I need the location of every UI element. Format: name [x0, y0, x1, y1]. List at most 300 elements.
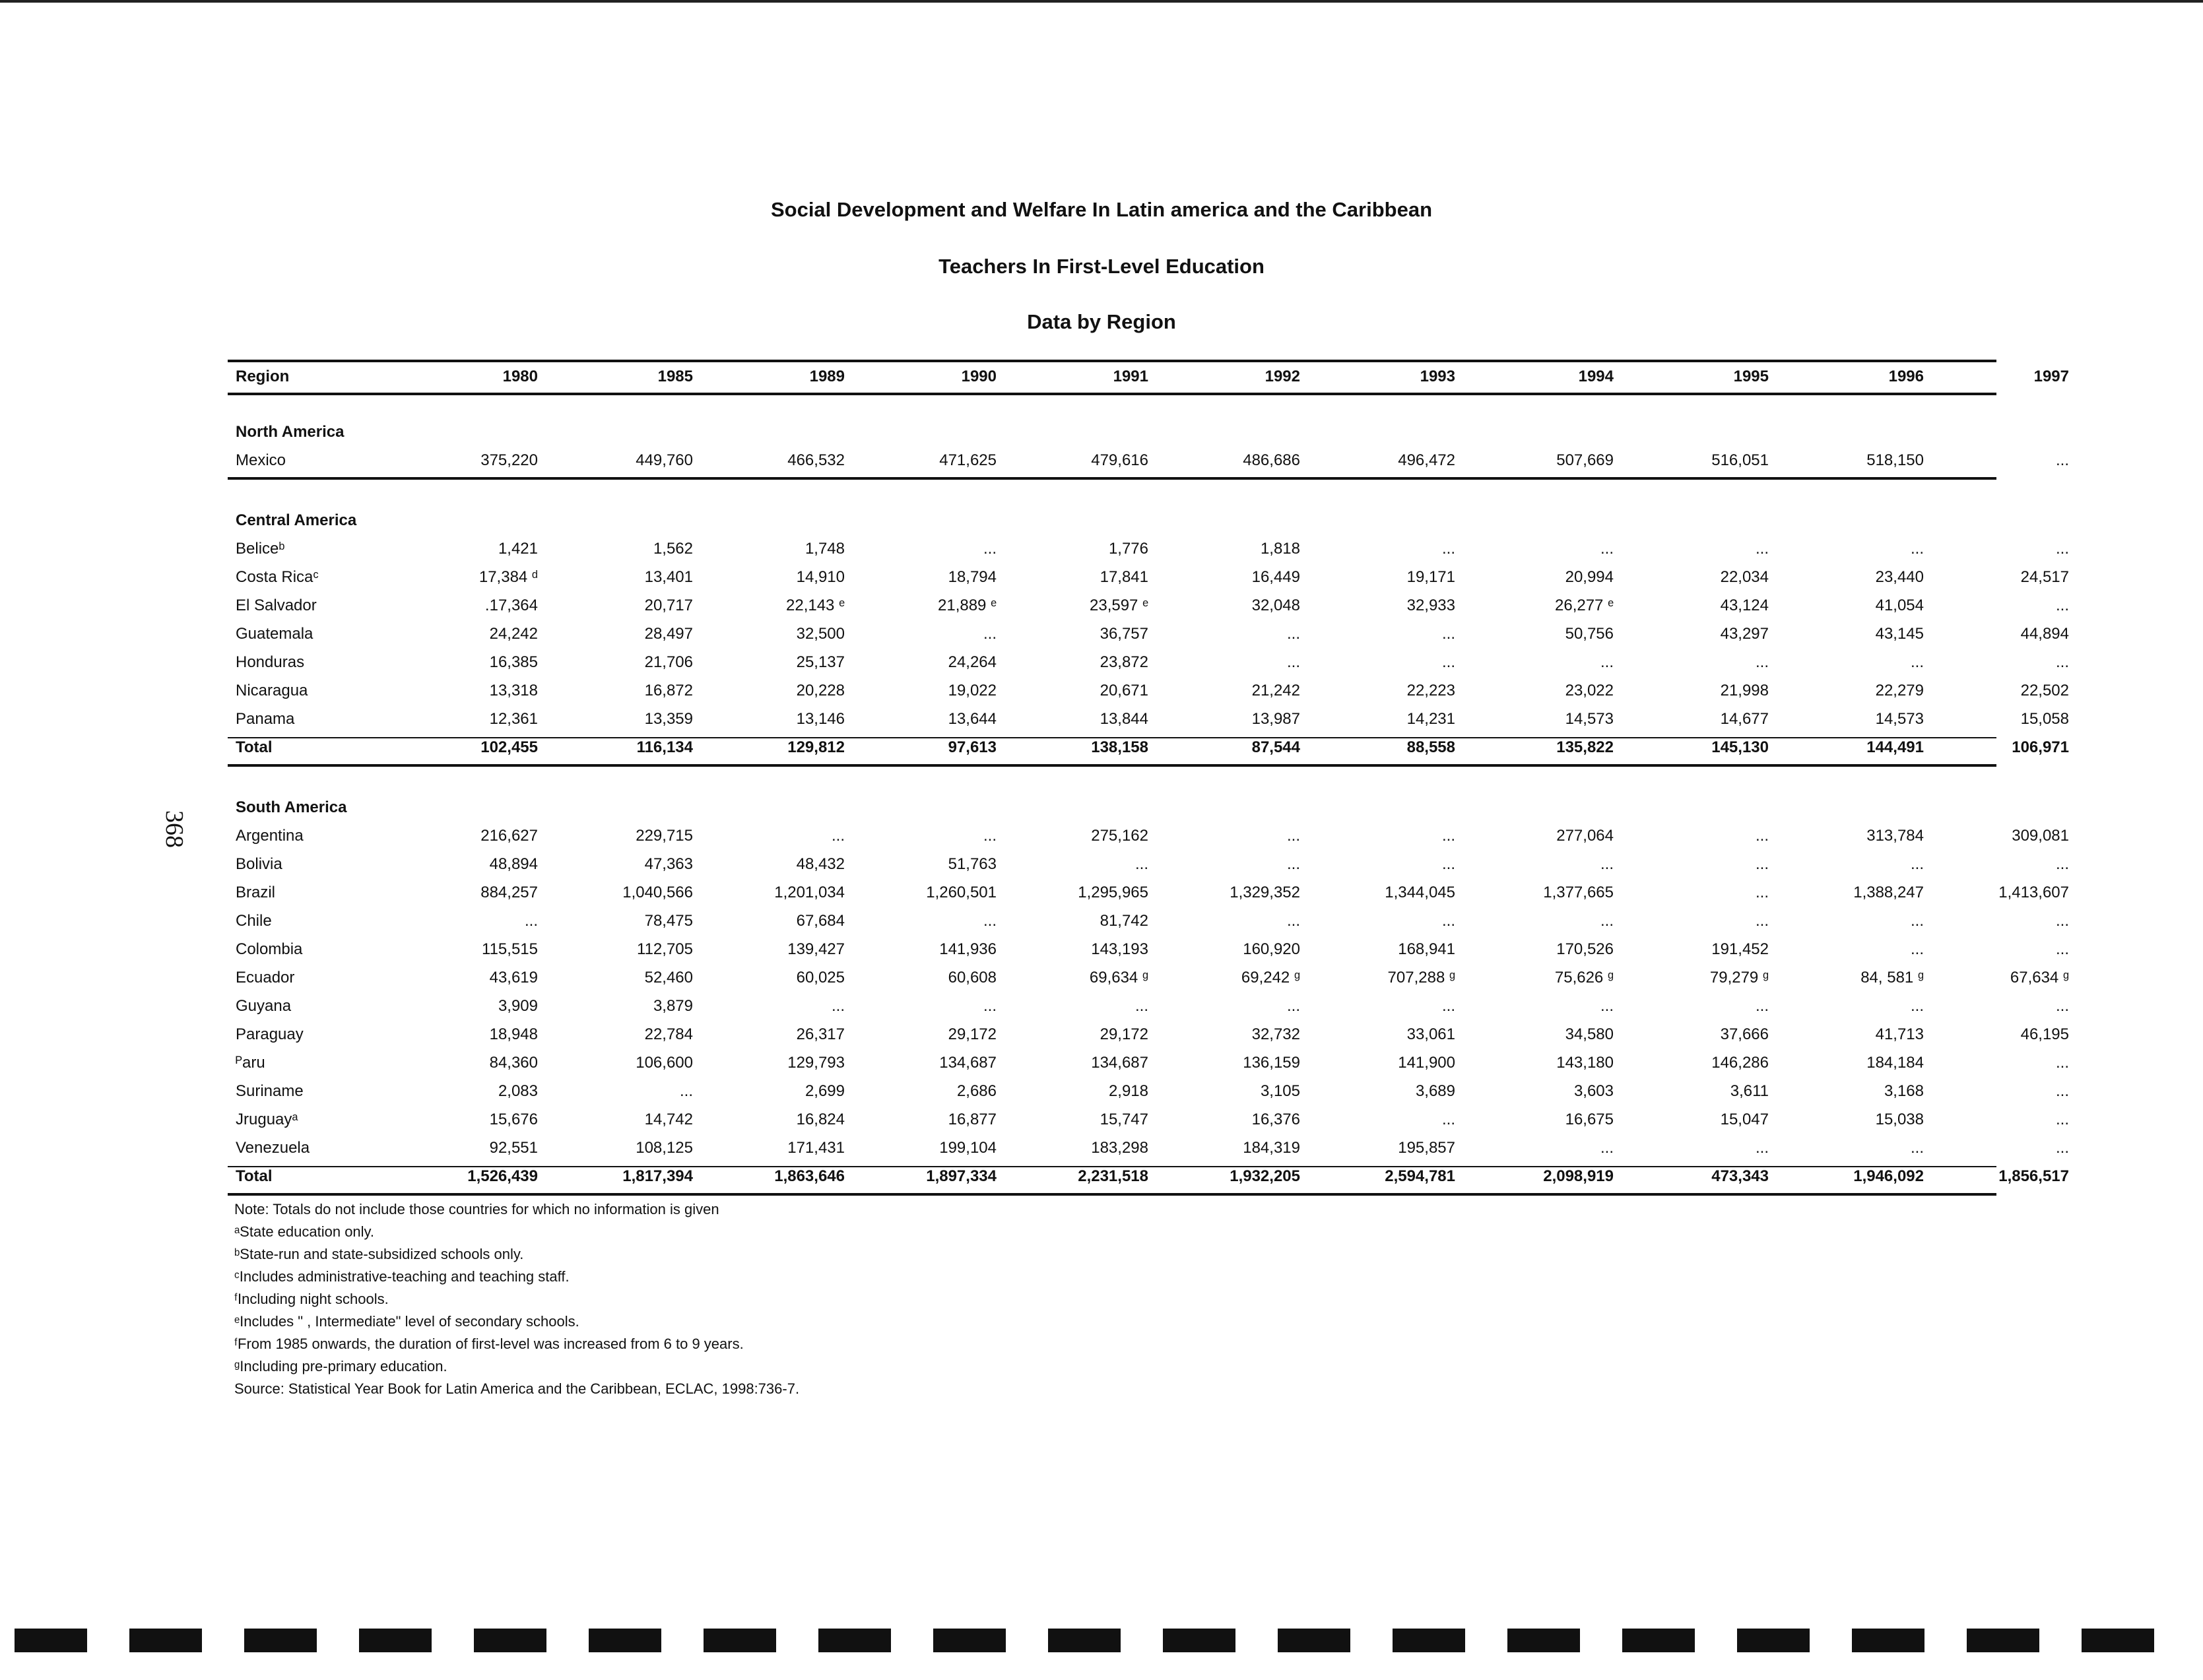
row-label: Brazil — [236, 884, 276, 901]
cell: 2,231,518 — [1078, 1167, 1148, 1185]
cell: 23,022 — [1565, 682, 1614, 699]
cell: 17,841 — [1100, 568, 1148, 586]
cell: ... — [1600, 855, 1614, 873]
cell: ... — [1441, 855, 1455, 873]
scan-edge-marks — [0, 1621, 2203, 1660]
cell: 116,134 — [636, 738, 693, 756]
table-notes — [234, 1198, 799, 1400]
cell: ... — [1910, 540, 1924, 558]
edge-mark — [2082, 1629, 2154, 1652]
cell: 20,994 — [1565, 568, 1614, 586]
cell: 275,162 — [1091, 827, 1148, 845]
cell: 18,794 — [948, 568, 997, 586]
cell: ... — [983, 997, 997, 1015]
cell: ... — [1755, 855, 1769, 873]
row-label: Chile — [236, 912, 272, 930]
cell: 471,625 — [939, 451, 997, 469]
cell: ... — [2055, 540, 2069, 558]
cell: 43,297 — [1720, 625, 1769, 643]
cell: ... — [983, 625, 997, 643]
cell: 44,894 — [2020, 625, 2069, 643]
table-row — [228, 969, 2069, 995]
cell: 78,475 — [644, 912, 693, 930]
cell: 1,040,566 — [622, 884, 693, 901]
edge-mark — [1622, 1629, 1695, 1652]
cell: 52,460 — [644, 969, 693, 986]
total-bottom-rule — [228, 1193, 1996, 1196]
cell: 1,817,394 — [622, 1167, 693, 1185]
cell: 48,894 — [489, 855, 538, 873]
cell: ... — [1441, 653, 1455, 671]
cell: 449,760 — [636, 451, 693, 469]
cell: ... — [2055, 940, 2069, 958]
table-row — [228, 1111, 2069, 1137]
cell: 14,573 — [1565, 710, 1614, 728]
cell: 135,822 — [1556, 738, 1614, 756]
cell: 26,277 ᵉ — [1555, 597, 1614, 614]
row-label: Costa Ricaᶜ — [236, 568, 319, 586]
cell: 26,317 — [796, 1025, 845, 1043]
cell: 29,172 — [948, 1025, 997, 1043]
cell: 60,608 — [948, 969, 997, 986]
cell: 2,083 — [498, 1082, 538, 1100]
note-line: ᶠFrom 1985 onwards, the duration of first-level was increased from 6 to 9 years. — [234, 1336, 744, 1352]
cell: 199,104 — [939, 1139, 997, 1157]
section-heading — [228, 511, 1996, 538]
table-row — [228, 1054, 2069, 1080]
cell: ... — [2055, 1082, 2069, 1100]
cell: ... — [1286, 997, 1300, 1015]
row-label: North America — [236, 423, 345, 441]
cell: 15,047 — [1720, 1111, 1769, 1128]
row-label: Paraguay — [236, 1025, 304, 1043]
cell: 12,361 — [489, 710, 538, 728]
cell: 143,180 — [1556, 1054, 1614, 1072]
cell: 1,388,247 — [1853, 884, 1924, 901]
cell: ... — [2055, 451, 2069, 469]
cell: 138,158 — [1091, 738, 1148, 756]
row-label: Region — [236, 368, 290, 385]
cell: 32,500 — [796, 625, 845, 643]
cell: 216,627 — [480, 827, 538, 845]
row-label: Nicaragua — [236, 682, 308, 699]
cell: ... — [2055, 997, 2069, 1015]
cell: ... — [1910, 912, 1924, 930]
edge-mark — [1737, 1629, 1810, 1652]
cell: ... — [1441, 827, 1455, 845]
cell: 16,872 — [644, 682, 693, 699]
cell: 3,879 — [653, 997, 693, 1015]
row-label: Central America — [236, 511, 357, 529]
cell: ... — [679, 1082, 693, 1100]
cell: 134,687 — [939, 1054, 997, 1072]
cell: 22,143 ᵉ — [786, 597, 845, 614]
row-label: Panama — [236, 710, 295, 728]
cell: 2,699 — [805, 1082, 845, 1100]
cell: 20,717 — [644, 597, 693, 614]
table-row — [228, 827, 2069, 853]
edge-mark — [1163, 1629, 1235, 1652]
table-row — [228, 568, 2069, 595]
cell: 46,195 — [2020, 1025, 2069, 1043]
cell: 313,784 — [1866, 827, 1924, 845]
cell: 139,427 — [787, 940, 845, 958]
page-number: 368 — [160, 810, 188, 848]
cell: 884,257 — [480, 884, 538, 901]
cell: 170,526 — [1556, 940, 1614, 958]
header-bottom-rule — [228, 393, 1996, 395]
cell: ... — [1755, 653, 1769, 671]
cell: ... — [1441, 912, 1455, 930]
cell: 37,666 — [1720, 1025, 1769, 1043]
cell: ... — [1286, 855, 1300, 873]
cell: 1989 — [809, 368, 845, 385]
cell: 1,897,334 — [926, 1167, 997, 1185]
cell: 1,201,034 — [774, 884, 845, 901]
cell: ... — [1755, 827, 1769, 845]
cell: 15,038 — [1875, 1111, 1924, 1128]
cell: 43,124 — [1720, 597, 1769, 614]
cell: 1995 — [1733, 368, 1769, 385]
cell: 1985 — [657, 368, 693, 385]
note-line: ᵇState-run and state-subsidized schools only. — [234, 1246, 524, 1262]
cell: 14,231 — [1406, 710, 1455, 728]
cell: 24,264 — [948, 653, 997, 671]
cell: 112,705 — [637, 940, 693, 958]
cell: 183,298 — [1091, 1139, 1148, 1157]
cell: 22,502 — [2020, 682, 2069, 699]
cell: 129,793 — [787, 1054, 845, 1072]
cell: 41,713 — [1875, 1025, 1924, 1043]
cell: 69,634 ᵍ — [1089, 969, 1148, 986]
cell: 3,689 — [1415, 1082, 1455, 1100]
cell: 3,603 — [1573, 1082, 1614, 1100]
cell: 79,279 ᵍ — [1709, 969, 1769, 986]
cell: 13,146 — [796, 710, 845, 728]
cell: 67,634 ᵍ — [2010, 969, 2069, 986]
cell: 1994 — [1578, 368, 1614, 385]
cell: 1,562 — [653, 540, 693, 558]
cell: ... — [983, 912, 997, 930]
cell: 15,676 — [489, 1111, 538, 1128]
cell: 143,193 — [1091, 940, 1148, 958]
cell: 146,286 — [1711, 1054, 1769, 1072]
row-label: Mexico — [236, 451, 286, 469]
total-row — [228, 738, 2069, 765]
cell: 507,669 — [1556, 451, 1614, 469]
cell: ... — [1910, 653, 1924, 671]
cell: 1,818 — [1260, 540, 1300, 558]
cell: 87,544 — [1251, 738, 1300, 756]
edge-mark — [1967, 1629, 2039, 1652]
edge-mark — [933, 1629, 1006, 1652]
cell: ... — [831, 827, 845, 845]
table-row — [228, 1025, 2069, 1052]
table-row — [228, 451, 2069, 478]
cell: 81,742 — [1100, 912, 1148, 930]
cell: ... — [1755, 912, 1769, 930]
document-title: Social Development and Welfare In Latin america and the Caribbean — [770, 198, 1433, 221]
top-edge-line — [0, 0, 2203, 3]
cell: 1,932,205 — [1230, 1167, 1300, 1185]
cell: ... — [1755, 884, 1769, 901]
cell: 145,130 — [1711, 738, 1769, 756]
row-label: Suriname — [236, 1082, 304, 1100]
cell: 16,449 — [1251, 568, 1300, 586]
cell: 92,551 — [489, 1139, 538, 1157]
cell: 144,491 — [1866, 738, 1924, 756]
cell: ... — [1910, 997, 1924, 1015]
section-heading — [228, 798, 1996, 825]
cell: 129,812 — [787, 738, 845, 756]
cell: 19,022 — [948, 682, 997, 699]
cell: 277,064 — [1556, 827, 1614, 845]
cell: 106,600 — [636, 1054, 693, 1072]
cell: 13,987 — [1251, 710, 1300, 728]
cell: 47,363 — [644, 855, 693, 873]
cell: ... — [1134, 997, 1148, 1015]
cell: ... — [2055, 855, 2069, 873]
table-row — [228, 653, 2069, 680]
cell: 2,594,781 — [1385, 1167, 1455, 1185]
cell: ... — [831, 997, 845, 1015]
cell: 1,946,092 — [1853, 1167, 1924, 1185]
cell: 102,455 — [480, 738, 538, 756]
cell: 1980 — [502, 368, 538, 385]
cell: 32,732 — [1251, 1025, 1300, 1043]
table-row — [228, 884, 2069, 910]
table-row — [228, 997, 2069, 1023]
cell: 1,413,607 — [1998, 884, 2069, 901]
note-line: ᶜIncludes administrative-teaching and teaching staff. — [234, 1268, 570, 1285]
row-label: Jruguayᵃ — [236, 1111, 298, 1128]
cell: 22,034 — [1720, 568, 1769, 586]
section-heading — [228, 423, 1996, 449]
cell: 1,329,352 — [1230, 884, 1300, 901]
cell: 13,401 — [644, 568, 693, 586]
table-row — [228, 710, 2069, 736]
row-label: Venezuela — [236, 1139, 310, 1157]
cell: ... — [1441, 997, 1455, 1015]
cell: 23,440 — [1875, 568, 1924, 586]
cell: 141,936 — [939, 940, 997, 958]
cell: 29,172 — [1100, 1025, 1148, 1043]
row-label: Total — [236, 738, 273, 756]
row-label: Argentina — [236, 827, 304, 845]
cell: 32,933 — [1406, 597, 1455, 614]
row-label: South America — [236, 798, 347, 816]
cell: ... — [2055, 1139, 2069, 1157]
cell: ... — [1441, 625, 1455, 643]
note-line: Note: Totals do not include those countries for which no information is given — [234, 1201, 719, 1217]
cell: 191,452 — [1711, 940, 1769, 958]
cell: 17,384 ᵈ — [478, 568, 538, 586]
cell: 20,228 — [796, 682, 845, 699]
row-label: Colombia — [236, 940, 303, 958]
cell: 479,616 — [1091, 451, 1148, 469]
cell: ... — [983, 827, 997, 845]
cell: ... — [1600, 1139, 1614, 1157]
cell: 13,644 — [948, 710, 997, 728]
cell: 20,671 — [1100, 682, 1148, 699]
cell: 51,763 — [948, 855, 997, 873]
cell: 16,376 — [1251, 1111, 1300, 1128]
edge-mark — [589, 1629, 661, 1652]
cell: 466,532 — [787, 451, 845, 469]
cell: ... — [1134, 855, 1148, 873]
cell: 23,872 — [1100, 653, 1148, 671]
cell: 3,168 — [1884, 1082, 1924, 1100]
cell: 486,686 — [1243, 451, 1300, 469]
cell: 496,472 — [1398, 451, 1455, 469]
cell: 375,220 — [480, 451, 538, 469]
cell: 24,242 — [489, 625, 538, 643]
note-line: ᵉIncludes " , Intermediate" level of secondary schools. — [234, 1313, 579, 1330]
cell: 21,998 — [1720, 682, 1769, 699]
cell: 2,918 — [1108, 1082, 1148, 1100]
cell: 160,920 — [1243, 940, 1300, 958]
edge-mark — [1852, 1629, 1924, 1652]
cell: 21,706 — [644, 653, 693, 671]
edge-mark — [244, 1629, 317, 1652]
cell: .17,364 — [484, 597, 538, 614]
cell: 1,421 — [498, 540, 538, 558]
cell: ... — [1600, 653, 1614, 671]
edge-mark — [1278, 1629, 1350, 1652]
cell: 1,344,045 — [1385, 884, 1455, 901]
note-line: ᵃState education only. — [234, 1223, 375, 1240]
cell: 34,580 — [1565, 1025, 1614, 1043]
cell: 69,242 ᵍ — [1241, 969, 1300, 986]
note-line: ᶠIncluding night schools. — [234, 1291, 389, 1307]
cell: 134,687 — [1091, 1054, 1148, 1072]
edge-mark — [1507, 1629, 1580, 1652]
cell: 108,125 — [636, 1139, 693, 1157]
cell: 75,626 ᵍ — [1554, 969, 1614, 986]
cell: 97,613 — [948, 738, 997, 756]
cell: 41,054 — [1875, 597, 1924, 614]
cell: 21,889 ᵉ — [938, 597, 997, 614]
cell: ... — [2055, 912, 2069, 930]
row-label: Bolivia — [236, 855, 282, 873]
cell: ... — [1600, 540, 1614, 558]
cell: 43,145 — [1875, 625, 1924, 643]
table-row — [228, 1139, 2069, 1165]
cell: 25,137 — [796, 653, 845, 671]
row-label: Guyana — [236, 997, 292, 1015]
cell: 67,684 — [796, 912, 845, 930]
cell: 23,597 ᵉ — [1090, 597, 1148, 614]
cell: 1990 — [961, 368, 997, 385]
document-subtitle: Teachers In First-Level Education — [938, 255, 1265, 278]
edge-mark — [129, 1629, 202, 1652]
cell: ... — [1910, 855, 1924, 873]
cell: 22,223 — [1406, 682, 1455, 699]
cell: 43,619 — [489, 969, 538, 986]
cell: ... — [1441, 540, 1455, 558]
cell: 3,909 — [498, 997, 538, 1015]
cell: 16,385 — [489, 653, 538, 671]
cell: 2,686 — [956, 1082, 997, 1100]
row-label: Honduras — [236, 653, 305, 671]
cell: 516,051 — [1711, 451, 1769, 469]
cell: 32,048 — [1251, 597, 1300, 614]
cell: 106,971 — [2012, 738, 2069, 756]
table-row — [228, 912, 2069, 938]
cell: 115,515 — [482, 940, 538, 958]
cell: 13,844 — [1100, 710, 1148, 728]
cell: 141,900 — [1398, 1054, 1455, 1072]
cell: ... — [2055, 1111, 2069, 1128]
cell: 13,359 — [644, 710, 693, 728]
cell: 473,343 — [1711, 1167, 1769, 1185]
cell: 88,558 — [1406, 738, 1455, 756]
cell: ... — [1286, 827, 1300, 845]
cell: 1992 — [1265, 368, 1300, 385]
cell: ... — [983, 540, 997, 558]
cell: 14,677 — [1720, 710, 1769, 728]
row-label: Total — [236, 1167, 273, 1185]
cell: 13,318 — [489, 682, 538, 699]
cell: 84,360 — [489, 1054, 538, 1072]
section-rule — [228, 477, 1996, 480]
cell: 518,150 — [1866, 451, 1924, 469]
cell: 50,756 — [1565, 625, 1614, 643]
edge-mark — [15, 1629, 87, 1652]
cell: 3,611 — [1730, 1082, 1769, 1100]
table-row — [228, 540, 2069, 566]
cell: ... — [1755, 540, 1769, 558]
edge-mark — [474, 1629, 546, 1652]
cell: ... — [1755, 1139, 1769, 1157]
edge-mark — [359, 1629, 432, 1652]
cell: 309,081 — [2012, 827, 2069, 845]
cell: 15,747 — [1100, 1111, 1148, 1128]
cell: 195,857 — [1398, 1139, 1455, 1157]
cell: 15,058 — [2020, 710, 2069, 728]
cell: ... — [1910, 940, 1924, 958]
cell: 14,910 — [796, 568, 845, 586]
cell: ... — [1600, 912, 1614, 930]
cell: 14,742 — [644, 1111, 693, 1128]
cell: 707,288 ᵍ — [1387, 969, 1455, 986]
cell: 33,061 — [1406, 1025, 1455, 1043]
cell: ... — [524, 912, 538, 930]
cell: 1991 — [1113, 368, 1148, 385]
cell: ... — [2055, 597, 2069, 614]
cell: 1,863,646 — [774, 1167, 845, 1185]
cell: 84, 581 ᵍ — [1860, 969, 1924, 986]
row-label: ᴾaru — [236, 1054, 265, 1072]
cell: ... — [1286, 653, 1300, 671]
header-top-rule — [228, 360, 1996, 362]
cell: ... — [2055, 1054, 2069, 1072]
cell: 22,784 — [644, 1025, 693, 1043]
cell: ... — [1600, 997, 1614, 1015]
cell: 24,517 — [2020, 568, 2069, 586]
cell: 19,171 — [1406, 568, 1455, 586]
row-label: Guatemala — [236, 625, 313, 643]
note-line: ᵍIncluding pre-primary education. — [234, 1358, 447, 1374]
row-label: Ecuador — [236, 969, 295, 986]
cell: 16,877 — [948, 1111, 997, 1128]
cell: 48,432 — [796, 855, 845, 873]
note-line: Source: Statistical Year Book for Latin America and the Caribbean, ECLAC, 1998:736-7. — [234, 1380, 800, 1397]
cell: 22,279 — [1875, 682, 1924, 699]
table-header-row — [228, 368, 2069, 394]
cell: 1,260,501 — [926, 884, 997, 901]
cell: 1,526,439 — [467, 1167, 538, 1185]
